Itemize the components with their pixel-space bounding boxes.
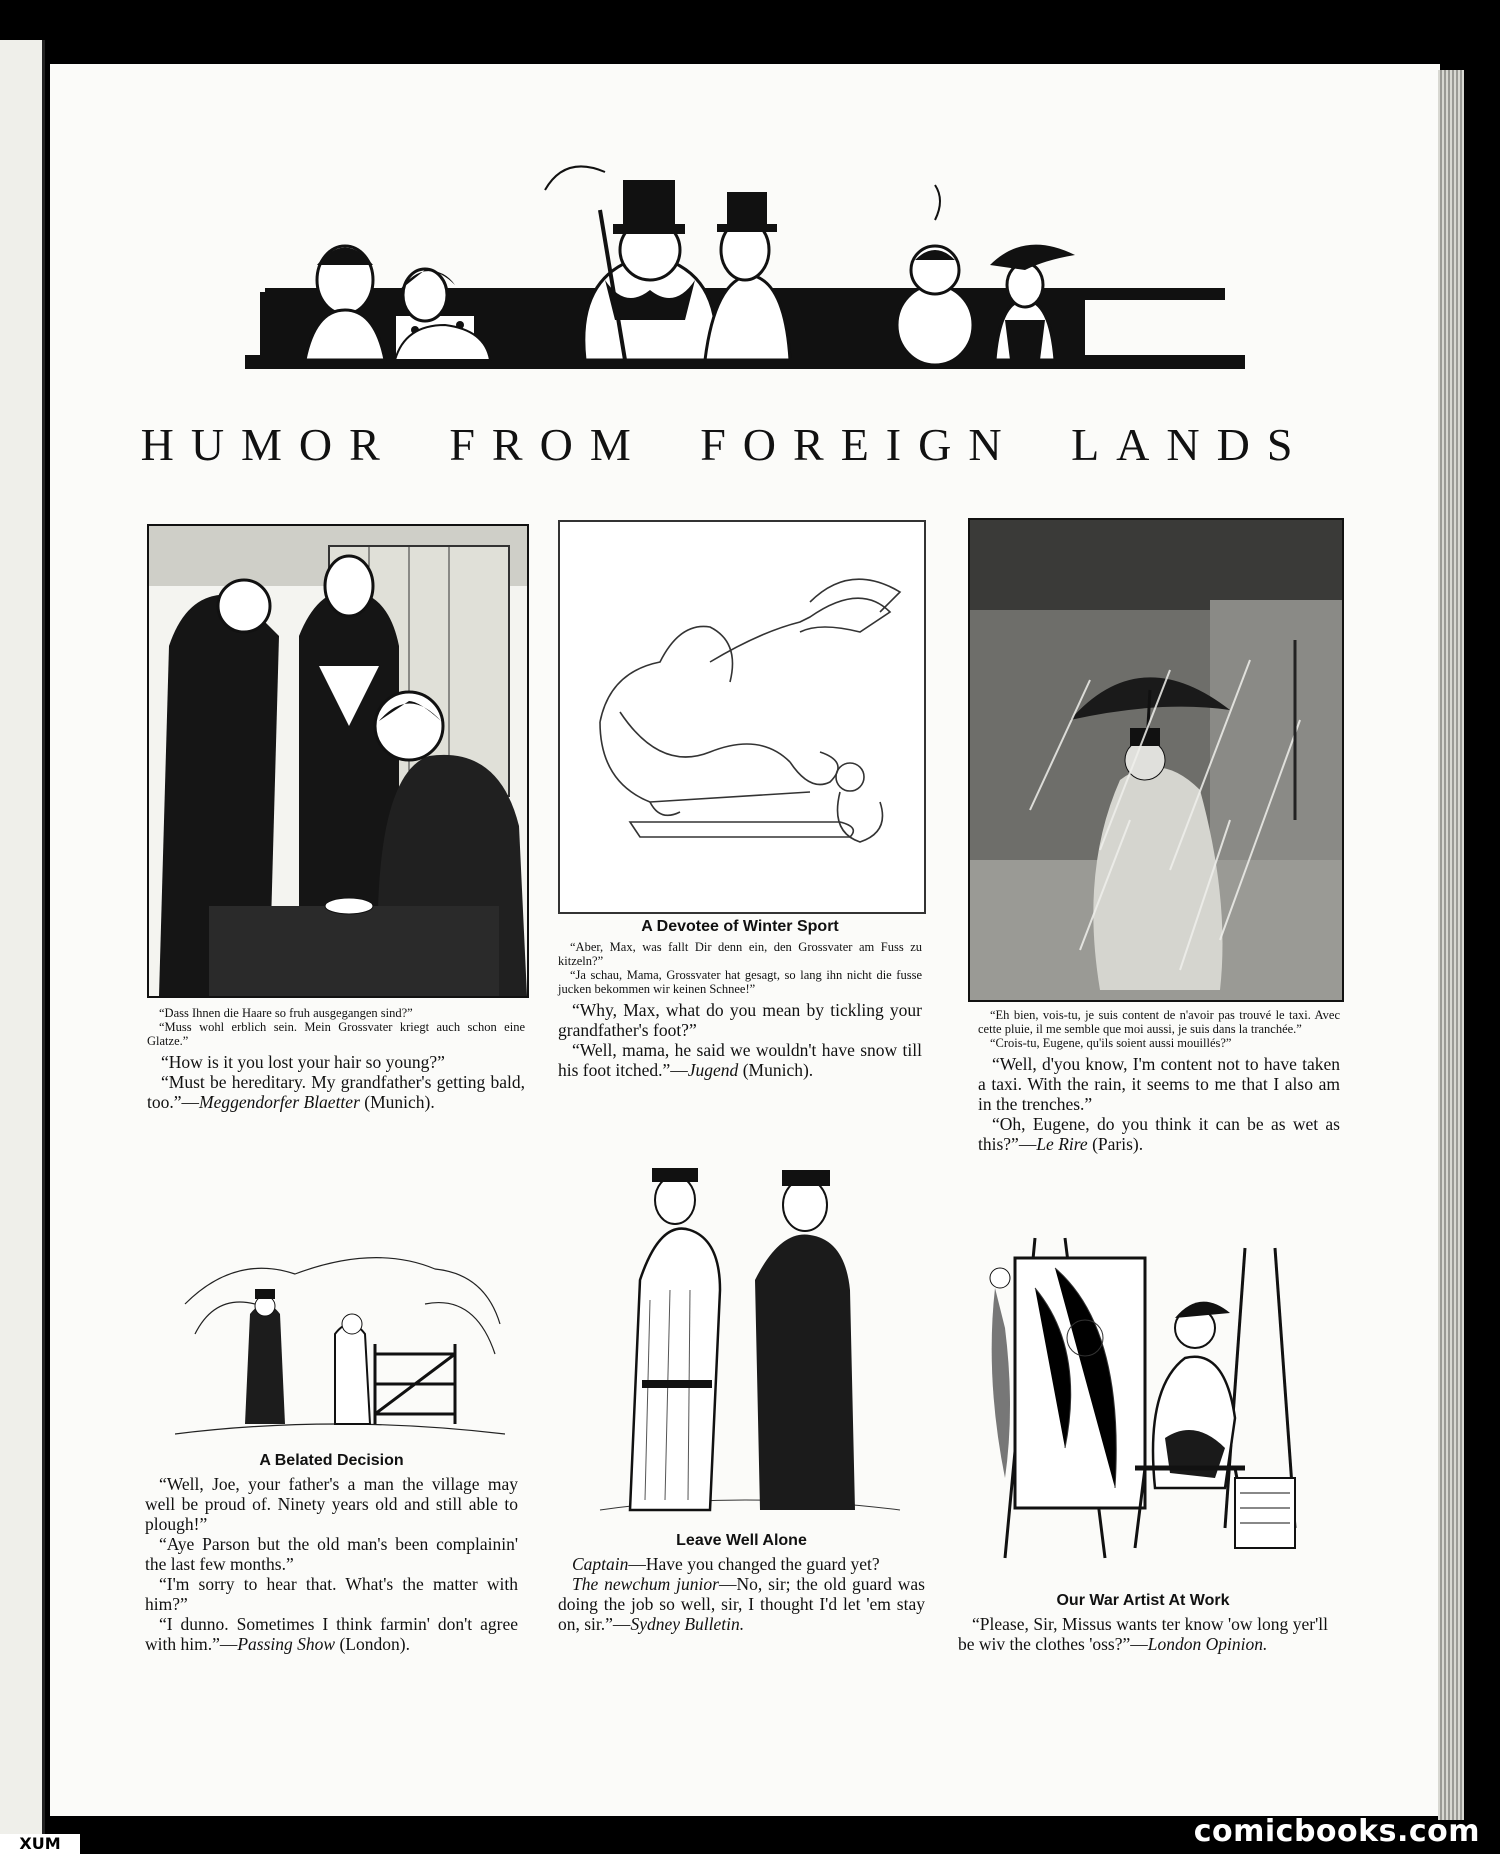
cartoon-6-caption [958, 1592, 1328, 1654]
cartoon-title: Leave Well Alone [676, 1532, 807, 1549]
dialogue-line [145, 1614, 518, 1654]
dialogue-text: —Have you changed the guard yet? [628, 1554, 880, 1574]
dialogue-line: “I'm sorry to hear that. What's the matter with him?” [145, 1574, 518, 1614]
cartoon-2-original-text [558, 940, 922, 996]
cartoon-1-original-text [147, 1006, 525, 1048]
cartoon-5-caption [558, 1532, 925, 1634]
site-watermark: comicbooks.com [1193, 1814, 1480, 1849]
source-place: (Paris). [1087, 1134, 1144, 1154]
cartoon-1-caption [147, 1006, 525, 1112]
dialogue-text: “Must be hereditary. My grandfather's getting bald, too.”— [147, 1072, 525, 1112]
dialogue-line [558, 1554, 925, 1574]
dialogue-line: “Well, Joe, your father's a man the village may well be proud of. Ninety years old and still able to plough!” [145, 1474, 518, 1534]
dialogue-line [558, 1040, 922, 1080]
header-banner-illustration [245, 160, 1245, 375]
page-headline: HUMOR FROM FOREIGN LANDS [140, 419, 1310, 470]
speaker-name: Captain [572, 1554, 629, 1574]
original-line: “Crois-tu, Eugene, qu'ils soient aussi mouillés?” [990, 1036, 1232, 1050]
source-name: London Opinion. [1147, 1634, 1268, 1654]
cartoon-3-english-text [978, 1054, 1340, 1154]
source-place: (London). [335, 1634, 410, 1654]
source-name: Jugend [687, 1060, 739, 1080]
dialogue-text: “Well, mama, he said we wouldn't have snow till his foot itched.”— [558, 1040, 922, 1080]
dialogue-line: “Well, d'you know, I'm content not to have taken a taxi. With the rain, it seems to me that I also am in the trenches.” [978, 1054, 1340, 1114]
cartoon-6-english-text [958, 1614, 1328, 1654]
dialogue-line: “How is it you lost your hair so young?” [161, 1052, 445, 1072]
facing-page-edge [0, 40, 45, 1840]
source-name: Le Rire [1036, 1134, 1088, 1154]
dialogue-line [147, 1072, 525, 1112]
cartoon-4-english-text [145, 1474, 518, 1654]
cartoon-3-original-text [978, 1008, 1340, 1050]
cartoon-soldiers-illustration [570, 1140, 910, 1525]
cartoon-4-caption [145, 1452, 518, 1654]
cartoon-barber-illustration [147, 524, 529, 998]
original-line: “Muss wohl erblich sein. Mein Grossvater kriegt auch schon eine Glatze.” [147, 1020, 525, 1048]
cartoon-1-english-text [147, 1052, 525, 1112]
source-name: Sydney Bulletin. [630, 1614, 745, 1634]
cartoon-war-artist-illustration [975, 1228, 1315, 1568]
dialogue-line: “Aye Parson but the old man's been complainin' the last few months.” [145, 1534, 518, 1574]
cartoon-title: A Belated Decision [259, 1452, 404, 1469]
dialogue-text: “Oh, Eugene, do you think it can be as wet as this?”— [978, 1114, 1340, 1154]
cartoon-title: A Devotee of Winter Sport [641, 918, 839, 935]
cartoon-rain-illustration [968, 518, 1344, 1002]
dialogue-line [958, 1614, 1328, 1654]
cartoon-3-caption [978, 1008, 1340, 1154]
cartoon-winter-sport-illustration [558, 520, 926, 914]
speaker-name: The newchum junior [572, 1574, 719, 1594]
cartoon-title: Our War Artist At Work [1056, 1592, 1230, 1609]
original-line: “Dass Ihnen die Haare so fruh ausgegangen sind?” [159, 1006, 413, 1020]
source-name: Passing Show [237, 1634, 336, 1654]
dialogue-text: “Please, Sir, Missus wants ter know 'ow long yer'll be wiv the clothes 'oss?”— [958, 1614, 1328, 1654]
corner-tag: XUM [0, 1834, 80, 1854]
dialogue-text: —No, sir; the old guard was doing the job so well, sir, I thought I'd let 'em stay on, sir.”— [558, 1574, 925, 1634]
cartoon-2-english-text [558, 1000, 922, 1080]
dialogue-text: “I dunno. Sometimes I think farmin' don't agree with him.”— [145, 1614, 518, 1654]
dialogue-line [978, 1114, 1340, 1154]
source-name: Meggendorfer Blaetter [199, 1092, 360, 1112]
dialogue-line: “Why, Max, what do you mean by tickling your grandfather's foot?” [558, 1000, 922, 1040]
cartoon-2-caption [558, 918, 922, 1080]
original-line: “Eh bien, vois-tu, je suis content de n'avoir pas trouvé le taxi. Avec cette pluie, il me semble que moi aussi, je suis dans la tranchée.” [978, 1008, 1340, 1036]
book-page-stack-edge [1438, 70, 1464, 1820]
dialogue-line [558, 1574, 925, 1634]
cartoon-5-english-text [558, 1554, 925, 1634]
cartoon-gate-illustration [175, 1244, 505, 1444]
original-line: “Aber, Max, was fallt Dir denn ein, den Grossvater am Fuss zu kitzeln?” [558, 940, 922, 968]
source-place: (Munich). [359, 1092, 435, 1112]
source-place: (Munich). [738, 1060, 814, 1080]
original-line: “Ja schau, Mama, Grossvater hat gesagt, so lang ihn nicht die fusse jucken bekommen wir keinen Schnee!” [558, 968, 922, 996]
